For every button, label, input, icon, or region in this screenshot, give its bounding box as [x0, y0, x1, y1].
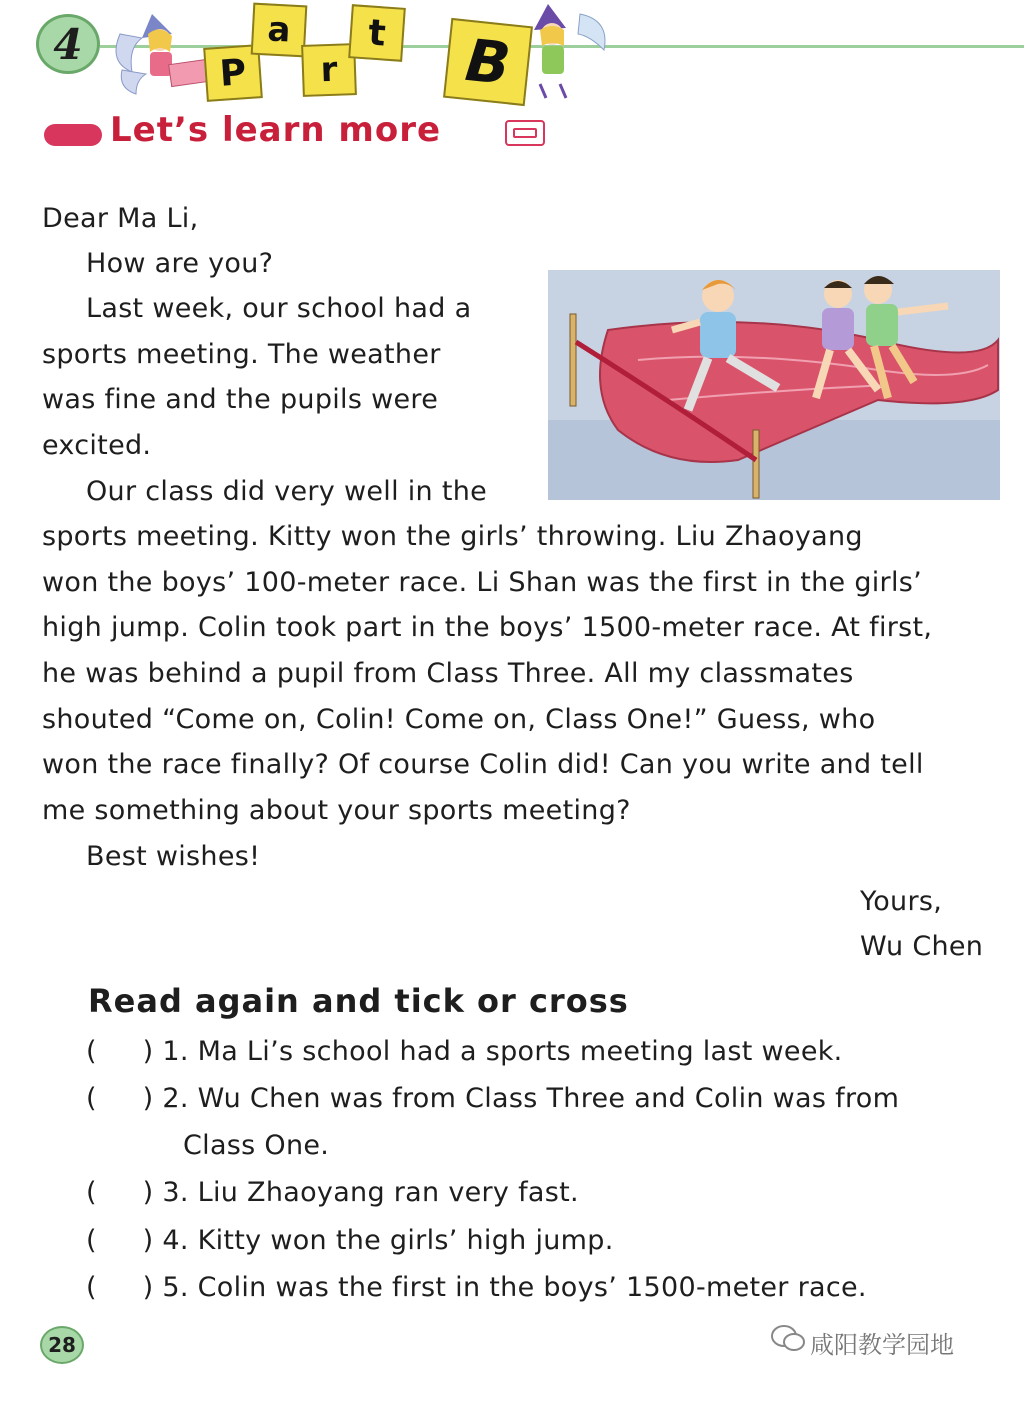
section-marker-pill: [44, 124, 102, 146]
section-title: Let’s learn more: [110, 110, 442, 150]
part-block-t: t: [348, 4, 406, 62]
answer-bracket-open[interactable]: (: [86, 1177, 97, 1208]
letter-line: high jump. Colin took part in the boys’ 1500-meter race. At first,: [42, 612, 933, 643]
exercise-item-text: 5. Colin was the first in the boys’ 1500-meter race.: [162, 1272, 867, 1303]
exercise-item-text: 2. Wu Chen was from Class Three and Colin was from: [162, 1083, 900, 1114]
fairy-left-illustration: [112, 4, 212, 96]
answer-bracket-close[interactable]: ): [142, 1177, 154, 1208]
letter-closing: Yours,: [860, 886, 943, 917]
part-block-p: P: [203, 44, 263, 102]
wechat-icon: [770, 1324, 806, 1354]
answer-bracket-open[interactable]: (: [86, 1272, 97, 1303]
letter-line: excited.: [42, 430, 152, 461]
answer-bracket-close[interactable]: ): [142, 1225, 154, 1256]
answer-bracket-close[interactable]: ): [142, 1272, 154, 1303]
letter-line: shouted “Come on, Colin! Come on, Class One!” Guess, who: [42, 704, 876, 735]
letter-line: he was behind a pupil from Class Three. All my classmates: [42, 658, 854, 689]
exercise-item-continuation: Class One.: [183, 1130, 330, 1161]
letter-line: was fine and the pupils were: [42, 384, 439, 415]
exercise-item: [86, 1084, 899, 1114]
fairy-right-illustration: [520, 0, 610, 100]
exercise-item: [86, 1178, 579, 1208]
letter-line: won the race finally? Of course Colin did! Can you write and tell: [42, 749, 924, 780]
exercise-item: [86, 1037, 843, 1067]
exercise-item: [86, 1226, 614, 1256]
answer-bracket-close[interactable]: ): [142, 1083, 154, 1114]
part-block-r: r: [301, 43, 357, 97]
exercise-item-text: 3. Liu Zhaoyang ran very fast.: [162, 1177, 579, 1208]
letter-line: sports meeting. The weather: [42, 339, 441, 370]
letter-line: Our class did very well in the: [86, 476, 488, 507]
exercise-item: [86, 1273, 867, 1303]
exercise-item-text: 1. Ma Li’s school had a sports meeting last week.: [162, 1036, 843, 1067]
exercise-item-text: 4. Kitty won the girls’ high jump.: [162, 1225, 614, 1256]
part-block-b: B: [443, 18, 533, 106]
letter-line: Last week, our school had a: [86, 293, 472, 324]
letter-line: How are you?: [86, 248, 274, 279]
letter-line: sports meeting. Kitty won the girls’ throwing. Liu Zhaoyang: [42, 521, 863, 552]
letter-line: won the boys’ 100-meter race. Li Shan was the first in the girls’: [42, 567, 923, 598]
letter-line: me something about your sports meeting?: [42, 795, 631, 826]
answer-bracket-open[interactable]: (: [86, 1036, 97, 1067]
letter-signature: Wu Chen: [860, 931, 984, 962]
part-block-a: a: [251, 3, 308, 58]
race-illustration: [548, 270, 1000, 500]
answer-bracket-open[interactable]: (: [86, 1083, 97, 1114]
letter-line: Best wishes!: [86, 841, 261, 872]
answer-bracket-close[interactable]: ): [142, 1036, 154, 1067]
unit-number-badge: 4: [36, 14, 100, 74]
letter-greeting: Dear Ma Li,: [42, 203, 199, 234]
answer-bracket-open[interactable]: (: [86, 1225, 97, 1256]
page-number: 28: [40, 1326, 84, 1364]
cassette-tape-icon: [505, 120, 545, 146]
exercise-title: Read again and tick or cross: [88, 982, 629, 1020]
watermark-text: 咸阳教学园地: [810, 1331, 954, 1359]
